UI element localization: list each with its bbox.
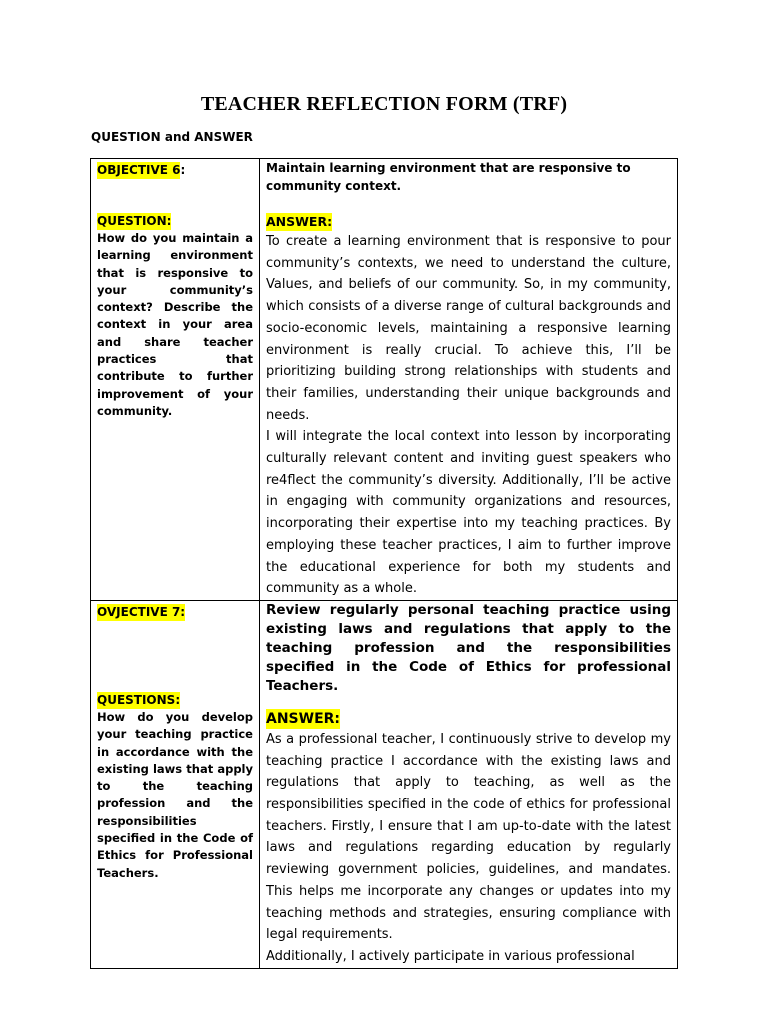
objective-label: OVJECTIVE 7:	[97, 604, 186, 619]
answer-paragraph: I will integrate the local context into lesson by incorporating culturally relevant content and inviting guest speakers who re4flect the community’s diversity. Additionally, I’ll be active in engaging with community organizations and resources, incorporating their expertise into my teaching practices. By employing these teacher practices, I aim to further improve the educational experience for both my students and community as a whole.	[266, 429, 671, 597]
question-cell	[91, 600, 260, 968]
objective-label: OBJECTIVE 6	[97, 163, 181, 177]
objective-text: Maintain learning environment that are responsive to community context.	[266, 161, 631, 193]
answer-paragraph: Additionally, I actively participate in various professional	[266, 948, 635, 964]
objective-label-suffix: :	[180, 163, 186, 177]
objective-text: Review regularly personal teaching practice using existing laws and regulations that apply to the teaching profession and the responsibilities specified in the Code of Ethics for professional Teachers.	[266, 601, 671, 694]
document-title: TEACHER REFLECTION FORM (TRF)	[200, 93, 568, 115]
reflection-table	[90, 158, 678, 969]
answer-paragraph: To create a learning environment that is responsive to pour community’s contexts, we need to understand the culture, Values, and beliefs of our community. So, in my community, which consists of a diverse range of cultural backgrounds and socio-economic levels, maintaining a responsive learning environment is really crucial. To achieve this, I’ll be prioritizing building strong relationships with students and their families, understanding their unique backgrounds and needs.	[266, 234, 671, 423]
answer-paragraph: As a professional teacher, I continuously strive to develop my teaching practice I accordance with the existing laws and regulations that apply to teaching, as well as the responsibilities specified in the code of ethics for professional teachers. Firstly, I ensure that I am up-to-date with the latest laws and regulations regarding education by regularly reviewing government policies, guidelines, and mandates. This helps me incorporate any changes or updates into my teaching methods and strategies, ensuring compliance with legal requirements.	[266, 731, 671, 943]
table-row-objective-7	[91, 600, 678, 968]
answer-body	[266, 729, 671, 968]
question-label: QUESTION:	[97, 214, 172, 228]
answer-body	[266, 231, 671, 600]
answer-label: ANSWER:	[266, 214, 333, 229]
question-text: How do you develop your teaching practice in accordance with the existing laws that apply to the teaching profession and the responsibilities specified in the Code of Ethics for Professional Teachers.	[97, 709, 253, 880]
question-label: QUESTIONS:	[97, 692, 181, 707]
question-text: How do you maintain a learning environment that is responsive to your community’s context? Describe the context in your area and share teacher practices that contribute to further improvement of your community.	[97, 231, 253, 418]
answer-cell	[260, 159, 678, 601]
question-cell	[91, 159, 260, 601]
table-row-objective-6	[91, 159, 678, 601]
answer-cell	[260, 600, 678, 968]
answer-label: ANSWER:	[266, 710, 341, 727]
section-subtitle: QUESTION and ANSWER	[91, 130, 253, 144]
